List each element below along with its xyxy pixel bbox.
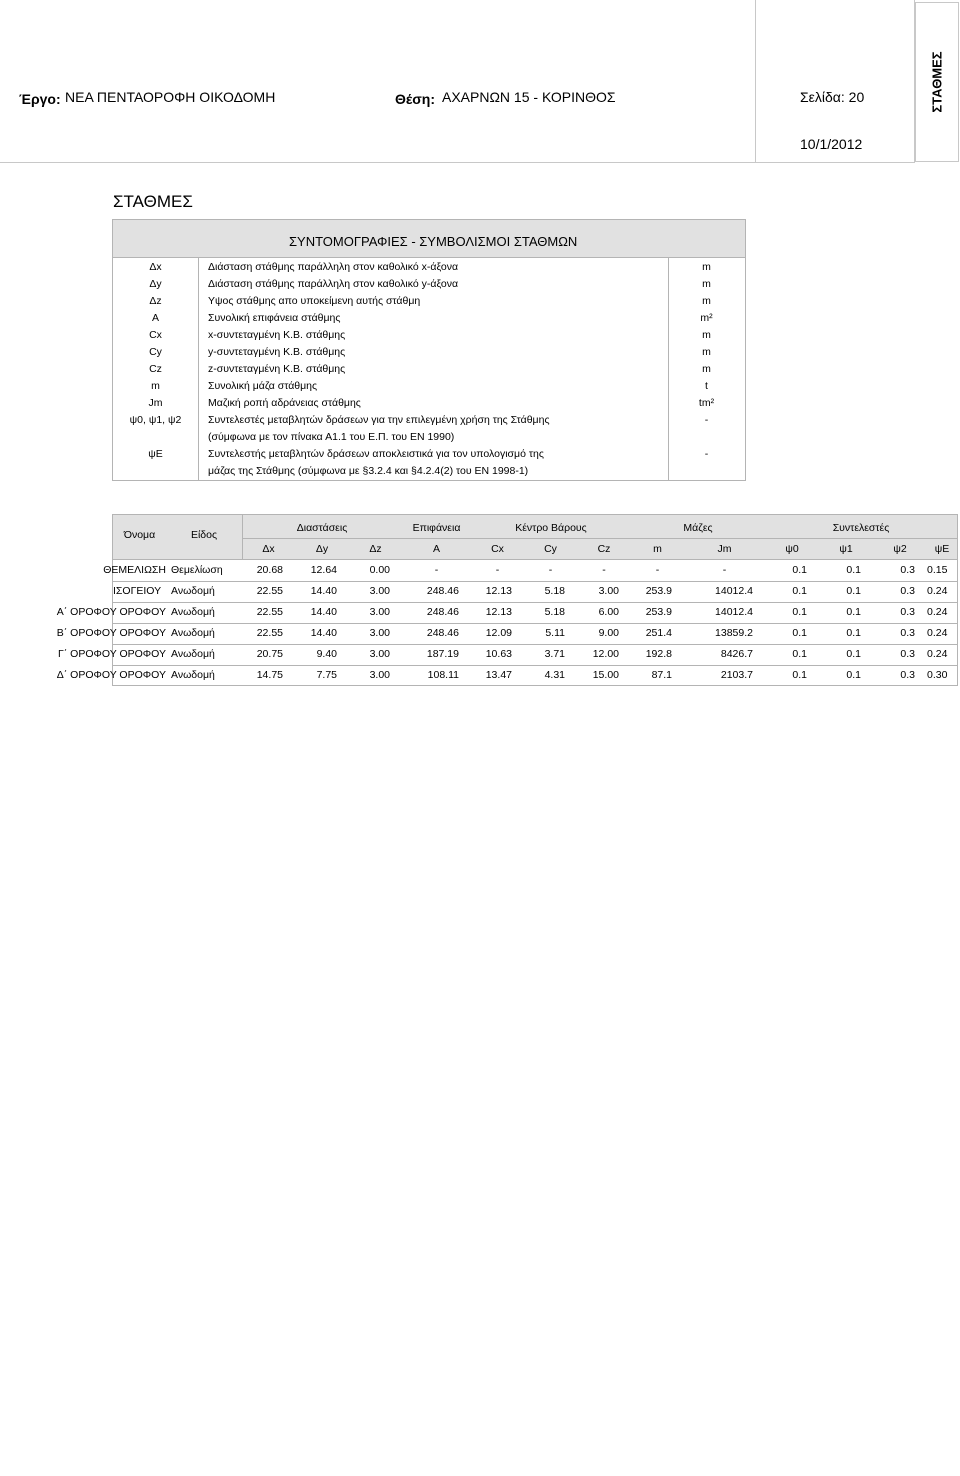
level-value: 0.24 [927, 627, 948, 639]
level-value: 5.18 [544, 585, 565, 597]
level-value: 0.1 [846, 627, 861, 639]
level-value: 0.15 [927, 564, 948, 576]
sub-column-header: Δy [315, 543, 329, 555]
abbreviation-unit: m² [700, 312, 713, 324]
abbreviation-unit: m [702, 261, 711, 273]
level-value: 10.63 [485, 648, 512, 660]
abbreviation-description: x-συντεταγμένη Κ.Β. στάθμης [208, 329, 346, 341]
level-value: 0.3 [900, 627, 915, 639]
level-value: 0.1 [792, 627, 807, 639]
level-value: 9.00 [598, 627, 619, 639]
level-value: 3.00 [369, 669, 390, 681]
table-row [56, 602, 957, 623]
abbreviation-unit: m [702, 363, 711, 375]
level-value: 22.55 [256, 585, 283, 597]
level-value: 2103.7 [720, 669, 753, 681]
level-value: 0.3 [900, 648, 915, 660]
abbreviation-symbol: ψ0, ψ1, ψ2 [129, 414, 182, 426]
level-value: 0.1 [792, 606, 807, 618]
level-name: Γ΄ ΟΡΟΦΟΥ ΟΡΟΦΟΥ [57, 648, 166, 660]
type-column-header: Είδος [190, 529, 218, 541]
level-value: 14.40 [310, 627, 337, 639]
abbreviation-symbol: m [151, 380, 160, 392]
level-value: 0.1 [846, 648, 861, 660]
level-value: 108.11 [427, 669, 459, 681]
level-value: 6.00 [598, 606, 619, 618]
table-row [56, 665, 957, 686]
abbreviation-unit: t [705, 380, 708, 392]
sub-column-header: Jm [717, 543, 732, 555]
factors-group-header: Συντελεστές [832, 522, 890, 534]
abbreviation-symbol: Cy [149, 346, 162, 358]
level-value: - [434, 564, 439, 576]
level-value: 15.00 [592, 669, 619, 681]
level-value: 22.55 [256, 606, 283, 618]
abbreviation-description: Συντελεστής μεταβλητών δράσεων αποκλειστικά για τον υπολογισμό της [208, 448, 544, 460]
centroid-group-header: Κέντρο Βάρους [515, 522, 587, 534]
abbreviation-unit: m [702, 346, 711, 358]
abbreviation-symbol: ψE [148, 448, 163, 460]
level-value: 3.00 [369, 606, 390, 618]
side-tab-label: ΣΤΑΘΜΕΣ [929, 51, 945, 113]
abbreviation-description: (σύμφωνα με τον πίνακα Α1.1 του Ε.Π. του ΕΝ 1990) [208, 431, 455, 443]
abbreviation-symbol: Cx [149, 329, 162, 341]
level-value: 20.75 [256, 648, 283, 660]
project-label: Έργο: [19, 91, 61, 107]
level-value: 7.75 [316, 669, 337, 681]
abbreviation-symbol: Jm [148, 397, 163, 409]
level-value: 0.3 [900, 606, 915, 618]
sub-column-header: ψ0 [785, 543, 799, 555]
abbreviation-row [113, 310, 745, 327]
level-value: 20.68 [256, 564, 283, 576]
abbreviation-description: Υψος στάθμης απο υποκείμενη αυτής στάθμη [208, 295, 421, 307]
level-value: 0.1 [792, 648, 807, 660]
abbreviations-title: ΣΥΝΤΟΜΟΓΡΑΦΙΕΣ - ΣΥΜΒΟΛΙΣΜΟΙ ΣΤΑΘΜΩΝ [289, 234, 578, 249]
level-value: 253.9 [645, 585, 672, 597]
abbreviation-unit: - [704, 448, 709, 460]
level-value: - [602, 564, 606, 576]
level-value: 13.47 [485, 669, 512, 681]
abbreviation-row [113, 276, 745, 293]
level-value: 0.00 [369, 564, 390, 576]
name-column-header: Όνομα [123, 529, 156, 541]
sub-column-header: Cy [544, 543, 557, 555]
level-type: Θεμελίωση [171, 564, 223, 576]
abbreviation-description: Συνολική μάζα στάθμης [208, 380, 318, 392]
level-value: 8426.7 [720, 648, 753, 660]
level-value: 12.09 [485, 627, 512, 639]
level-value: 192.8 [645, 648, 672, 660]
level-name: Β΄ ΟΡΟΦΟΥ ΟΡΟΦΟΥ [56, 627, 166, 639]
level-value: 3.00 [369, 627, 390, 639]
level-name: ΘΕΜΕΛΙΩΣΗ [103, 564, 166, 576]
levels-table [56, 514, 958, 686]
level-name: ΙΣΟΓΕΙΟΥ [113, 585, 162, 597]
abbreviation-unit: tm² [698, 397, 715, 409]
level-value: 12.13 [485, 606, 512, 618]
abbreviation-symbol: Δx [149, 261, 162, 273]
level-value: 251.4 [645, 627, 672, 639]
level-value: 12.13 [485, 585, 512, 597]
abbreviations-header [113, 220, 745, 258]
location-value: ΑΧΑΡΝΩΝ 15 - ΚΟΡΙΝΘΟΣ [442, 89, 616, 105]
level-value: 12.00 [592, 648, 619, 660]
level-value: 248.46 [426, 627, 459, 639]
abbreviation-symbol: Cz [149, 363, 162, 375]
level-value: 14012.4 [715, 585, 753, 597]
sub-column-header: Cz [597, 543, 611, 555]
page-number: Σελίδα: 20 [800, 89, 865, 105]
level-value: 5.11 [545, 627, 565, 639]
abbreviation-row [113, 463, 745, 480]
level-type: Ανωδομή [171, 606, 215, 618]
abbreviation-unit: m [702, 329, 711, 341]
sub-column-header: Cx [491, 543, 504, 555]
sub-column-header: A [432, 543, 440, 555]
level-value: 22.55 [256, 627, 283, 639]
abbreviation-row [113, 395, 745, 412]
level-value: 9.40 [316, 648, 337, 660]
sub-column-header: Δx [262, 543, 275, 555]
abbreviation-row [113, 429, 745, 446]
level-value: 13859.2 [715, 627, 753, 639]
sub-column-header: m [653, 543, 662, 555]
print-date: 10/1/2012 [800, 136, 863, 152]
abbreviation-unit: - [704, 414, 709, 426]
location-label: Θέση: [395, 91, 435, 107]
abbreviation-symbol: A [151, 312, 159, 324]
level-value: 0.1 [792, 564, 807, 576]
abbreviation-description: Διάσταση στάθμης παράλληλη στον καθολικό y-άξονα [208, 278, 459, 290]
table-row [113, 581, 957, 602]
abbreviation-description: Μαζική ροπή αδράνειας στάθμης [208, 397, 361, 409]
level-type: Ανωδομή [171, 627, 215, 639]
abbreviation-symbol: Δz [149, 295, 162, 307]
level-value: 0.24 [927, 606, 948, 618]
level-value: 0.1 [792, 585, 807, 597]
abbreviation-row [113, 344, 745, 361]
sub-column-header: ψ2 [893, 543, 907, 555]
level-value: 0.30 [927, 669, 948, 681]
page-header [0, 0, 915, 163]
abbreviation-unit: m [702, 278, 711, 290]
level-value: 12.64 [310, 564, 337, 576]
table-row [57, 644, 957, 665]
level-value: 0.1 [792, 669, 807, 681]
level-value: - [655, 564, 660, 576]
level-value: 0.1 [846, 669, 861, 681]
level-value: 253.9 [645, 606, 672, 618]
table-row [56, 623, 957, 644]
level-value: 14.40 [310, 606, 337, 618]
masses-group-header: Μάζες [683, 522, 713, 534]
level-value: 248.46 [426, 585, 459, 597]
project-value: ΝΕΑ ΠΕΝΤΑΟΡΟΦΗ ΟΙΚΟΔΟΜΗ [65, 89, 276, 105]
abbreviation-description: z-συντεταγμένη Κ.Β. στάθμης [208, 363, 346, 375]
level-value: 87.1 [651, 669, 672, 681]
abbreviation-symbol: Δy [149, 278, 162, 290]
level-value: - [548, 564, 553, 576]
sub-column-header: ψE [934, 543, 950, 555]
level-value: 0.3 [900, 669, 915, 681]
abbreviation-row [113, 327, 745, 344]
abbreviation-row [113, 378, 745, 395]
level-value: 0.3 [900, 564, 915, 576]
abbreviation-description: y-συντεταγμένη Κ.Β. στάθμης [208, 346, 346, 358]
level-value: 0.3 [900, 585, 915, 597]
level-value: 14.40 [310, 585, 337, 597]
abbreviation-row [113, 412, 745, 429]
abbreviation-unit: m [702, 295, 711, 307]
level-value: 5.18 [544, 606, 565, 618]
level-name: Α΄ ΟΡΟΦΟΥ ΟΡΟΦΟΥ [56, 606, 166, 618]
area-group-header: Επιφάνεια [412, 522, 461, 534]
level-value: 4.31 [544, 669, 565, 681]
abbreviation-row [113, 446, 745, 463]
level-value: 3.00 [369, 585, 390, 597]
abbreviation-row [113, 259, 745, 276]
abbreviation-row [113, 293, 745, 310]
level-value: 187.19 [426, 648, 459, 660]
sub-column-header: Δz [369, 543, 382, 555]
level-value: 3.00 [598, 585, 619, 597]
abbreviation-description: Συνολική επιφάνεια στάθμης [208, 312, 341, 324]
level-type: Ανωδομή [171, 585, 215, 597]
header-divider [755, 0, 756, 163]
level-value: 0.24 [927, 648, 948, 660]
level-value: 3.00 [369, 648, 390, 660]
table-row [103, 560, 957, 581]
dimensions-group-header: Διαστάσεις [296, 522, 348, 534]
level-value: 248.46 [426, 606, 459, 618]
level-value: 3.71 [544, 648, 565, 660]
level-value: 0.1 [846, 606, 861, 618]
sub-column-header: ψ1 [839, 543, 853, 555]
side-tab [915, 2, 959, 162]
abbreviations-table [112, 219, 746, 481]
level-type: Ανωδομή [171, 648, 215, 660]
level-type: Ανωδομή [171, 669, 215, 681]
level-value: 14.75 [256, 669, 283, 681]
level-name: Δ΄ ΟΡΟΦΟΥ ΟΡΟΦΟΥ [56, 669, 166, 681]
abbreviation-row [113, 361, 745, 378]
level-value: - [495, 564, 500, 576]
section-title: ΣΤΑΘΜΕΣ [113, 192, 193, 211]
level-value: - [722, 564, 727, 576]
abbreviation-description: μάζας της Στάθμης (σύμφωνα με §3.2.4 και §4.2.4(2) του ΕΝ 1998-1) [208, 465, 529, 477]
level-value: 0.1 [846, 564, 861, 576]
level-value: 0.24 [927, 585, 948, 597]
level-value: 14012.4 [715, 606, 753, 618]
abbreviation-description: Συντελεστές μεταβλητών δράσεων για την επιλεγμένη χρήση της Στάθμης [208, 414, 550, 426]
abbreviation-description: Διάσταση στάθμης παράλληλη στον καθολικό x-άξονα [208, 261, 459, 273]
level-value: 0.1 [846, 585, 861, 597]
